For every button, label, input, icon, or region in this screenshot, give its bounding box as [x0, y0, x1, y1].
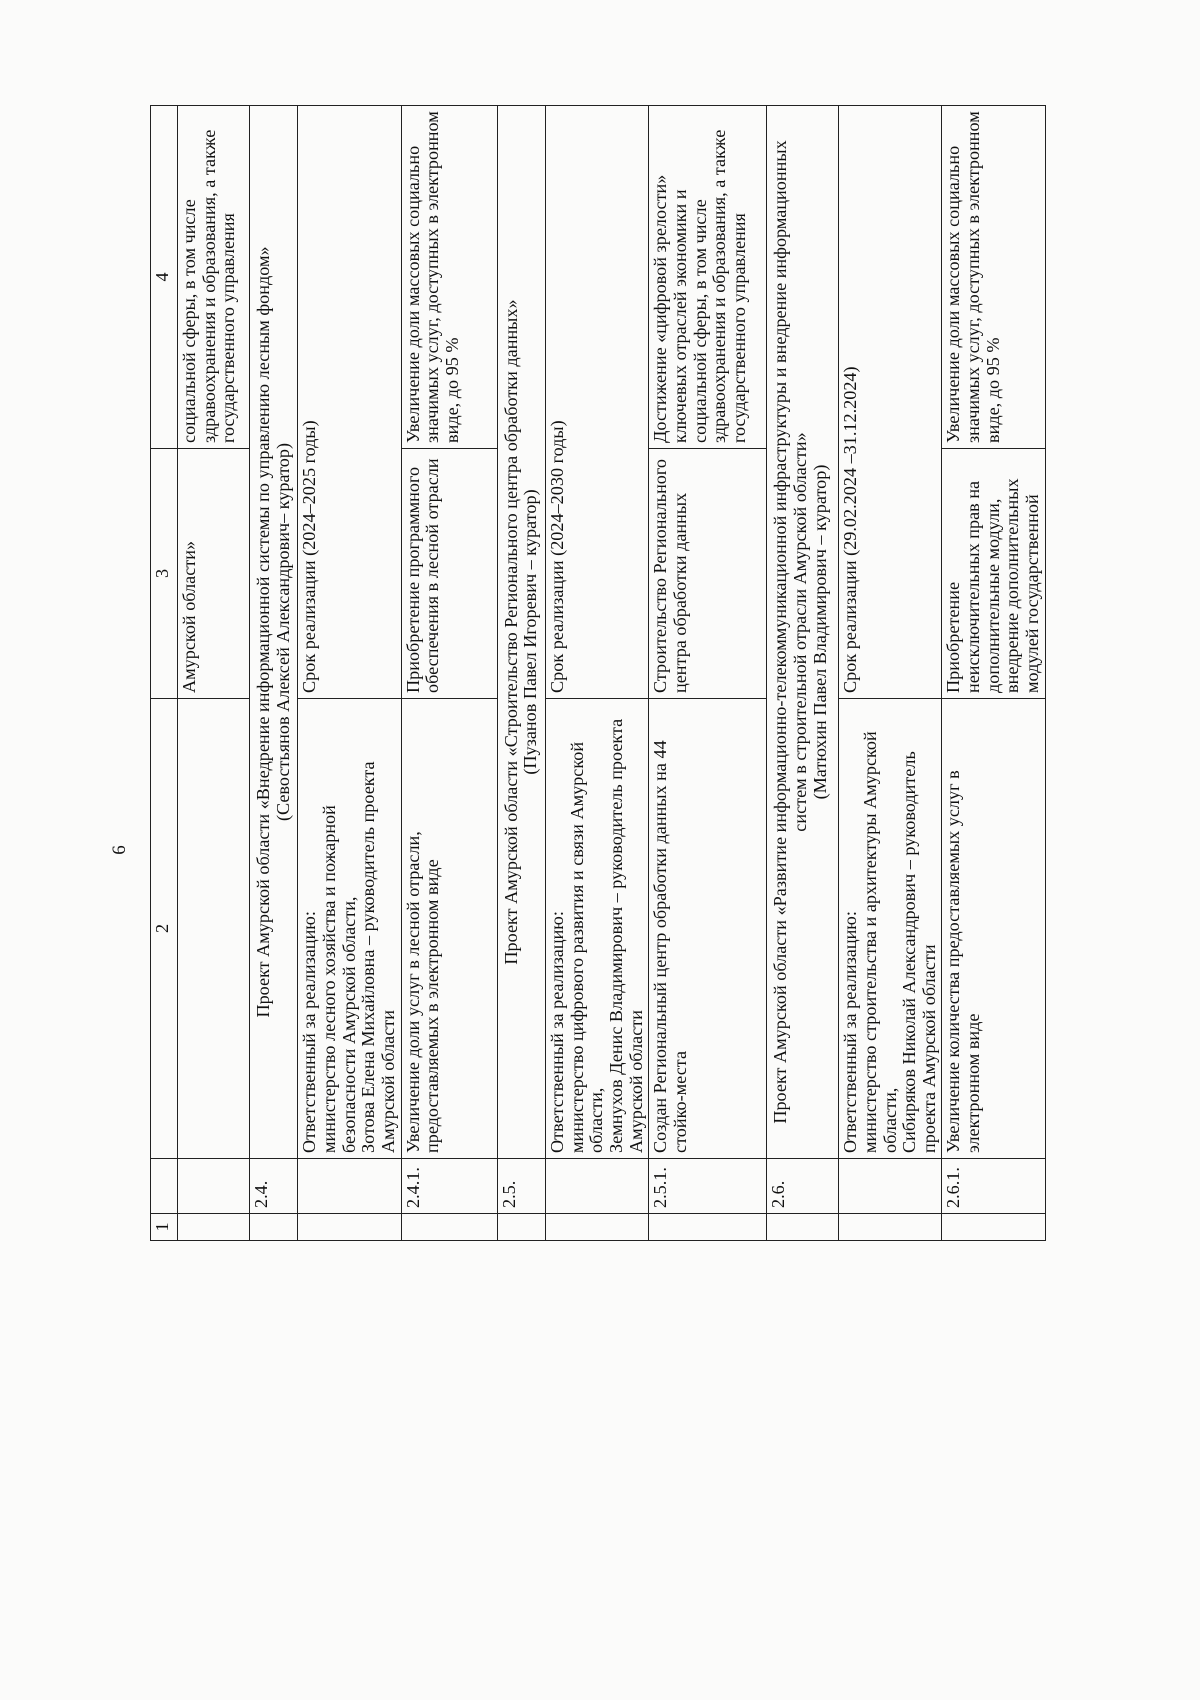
responsible-person: Зотова Елена Михайловна – руководитель проекта Амурской области [358, 761, 398, 1153]
responsible-row [839, 106, 942, 1241]
header-col-2: 2 [151, 699, 178, 1159]
section-title-cell [250, 106, 298, 1159]
header-col-3: 3 [151, 449, 178, 699]
responsible-label: Ответственный за реализацию: [840, 911, 861, 1153]
responsible-org: министерство цифрового развития и связи Амурской области, [566, 741, 607, 1153]
continuation-row [178, 106, 250, 1241]
period-cell: Срок реализации (29.02.2024 –31.12.2024) [839, 106, 942, 699]
section-number: 2.5. [497, 1159, 545, 1214]
continuation-col3: Амурской области» [178, 449, 250, 699]
table-header-row [151, 106, 178, 1241]
section-title-cell [767, 106, 839, 1159]
header-col-4: 4 [151, 106, 178, 449]
section-number: 2.6. [767, 1159, 839, 1214]
responsible-person: Сибиряков Николай Александрович – руководитель проекта Амурской области [899, 751, 939, 1153]
item-task: Увеличение доли услуг в лесной отрасли, предоставляемых в электронном виде [401, 699, 497, 1159]
section-row [767, 106, 839, 1241]
section-curator: (Матюхин Павел Владимирович – куратор) [809, 464, 830, 800]
section-curator: (Севостьянов Алексей Александрович– куратор) [272, 442, 293, 822]
responsible-cell [839, 699, 942, 1159]
responsible-person: Земнухов Денис Владимирович – руководитель проекта Амурской области [605, 718, 646, 1153]
continuation-col4: социальной сферы, в том числе здравоохранения и образования, а также государственного управления [178, 106, 250, 449]
responsible-cell [298, 699, 401, 1159]
responsible-cell [545, 699, 648, 1159]
period-cell: Срок реализации (2024–2025 годы) [298, 106, 401, 699]
item-result: Достижение «цифровой зрелости» ключевых отраслей экономики и социальной сферы, в том числе здравоохранения и образования, а также государственного управления [649, 106, 767, 449]
item-number: 2.6.1. [942, 1159, 1045, 1214]
section-title: Проект Амурской области «Развитие информационно-телекоммуникационной инфраструктуры и внедрение информационных систем в строительной отрасли Амурской области» [770, 140, 810, 1124]
item-result: Увеличение доли массовых социально значимых услуг, доступных в электронном виде, до 95 % [401, 106, 497, 449]
item-row [942, 106, 1045, 1241]
section-row [497, 106, 545, 1241]
responsible-org: министерство строительства и архитектуры Амурской области, [859, 731, 900, 1153]
header-col-1-extra [151, 1159, 178, 1214]
item-row [649, 106, 767, 1241]
header-col-1: 1 [151, 1214, 178, 1241]
item-row [401, 106, 497, 1241]
item-measure: Приобретение неисключительных прав на дополнительные модули, внедрение дополнительных модулей государственной [942, 449, 1045, 699]
responsible-org: министерство лесного хозяйства и пожарной безопасности Амурской области, [318, 805, 359, 1153]
section-curator: (Пузанов Павел Игоревич – куратор) [520, 489, 541, 775]
program-table [150, 105, 1046, 1241]
section-title: Проект Амурской области «Внедрение информационной системы по управлению лесным фондом» [253, 246, 273, 1018]
table-frame [150, 106, 1080, 1241]
item-number: 2.5.1. [649, 1159, 767, 1214]
page-number: 6 [109, 845, 130, 855]
item-number: 2.4.1. [401, 1159, 497, 1214]
item-measure: Строительство Регионального центра обработки данных [649, 449, 767, 699]
responsible-label: Ответственный за реализацию: [546, 911, 567, 1153]
section-number: 2.4. [250, 1159, 298, 1214]
section-row [250, 106, 298, 1241]
item-result: Увеличение доли массовых социально значимых услуг, доступных в электронном виде, до 95 % [942, 106, 1045, 449]
responsible-row [298, 106, 401, 1241]
item-measure: Приобретение программного обеспечения в лесной отрасли [401, 449, 497, 699]
item-task: Увеличение количества предоставляемых услуг в электронном виде [942, 699, 1045, 1159]
responsible-label: Ответственный за реализацию: [299, 911, 320, 1153]
section-title: Проект Амурской области «Строительство Регионального центра обработки данных» [500, 299, 521, 965]
period-cell: Срок реализации (2024–2030 годы) [545, 106, 648, 699]
section-title-cell [497, 106, 545, 1159]
item-task: Создан Региональный центр обработки данных на 44 стойко-места [649, 699, 767, 1159]
responsible-row [545, 106, 648, 1241]
